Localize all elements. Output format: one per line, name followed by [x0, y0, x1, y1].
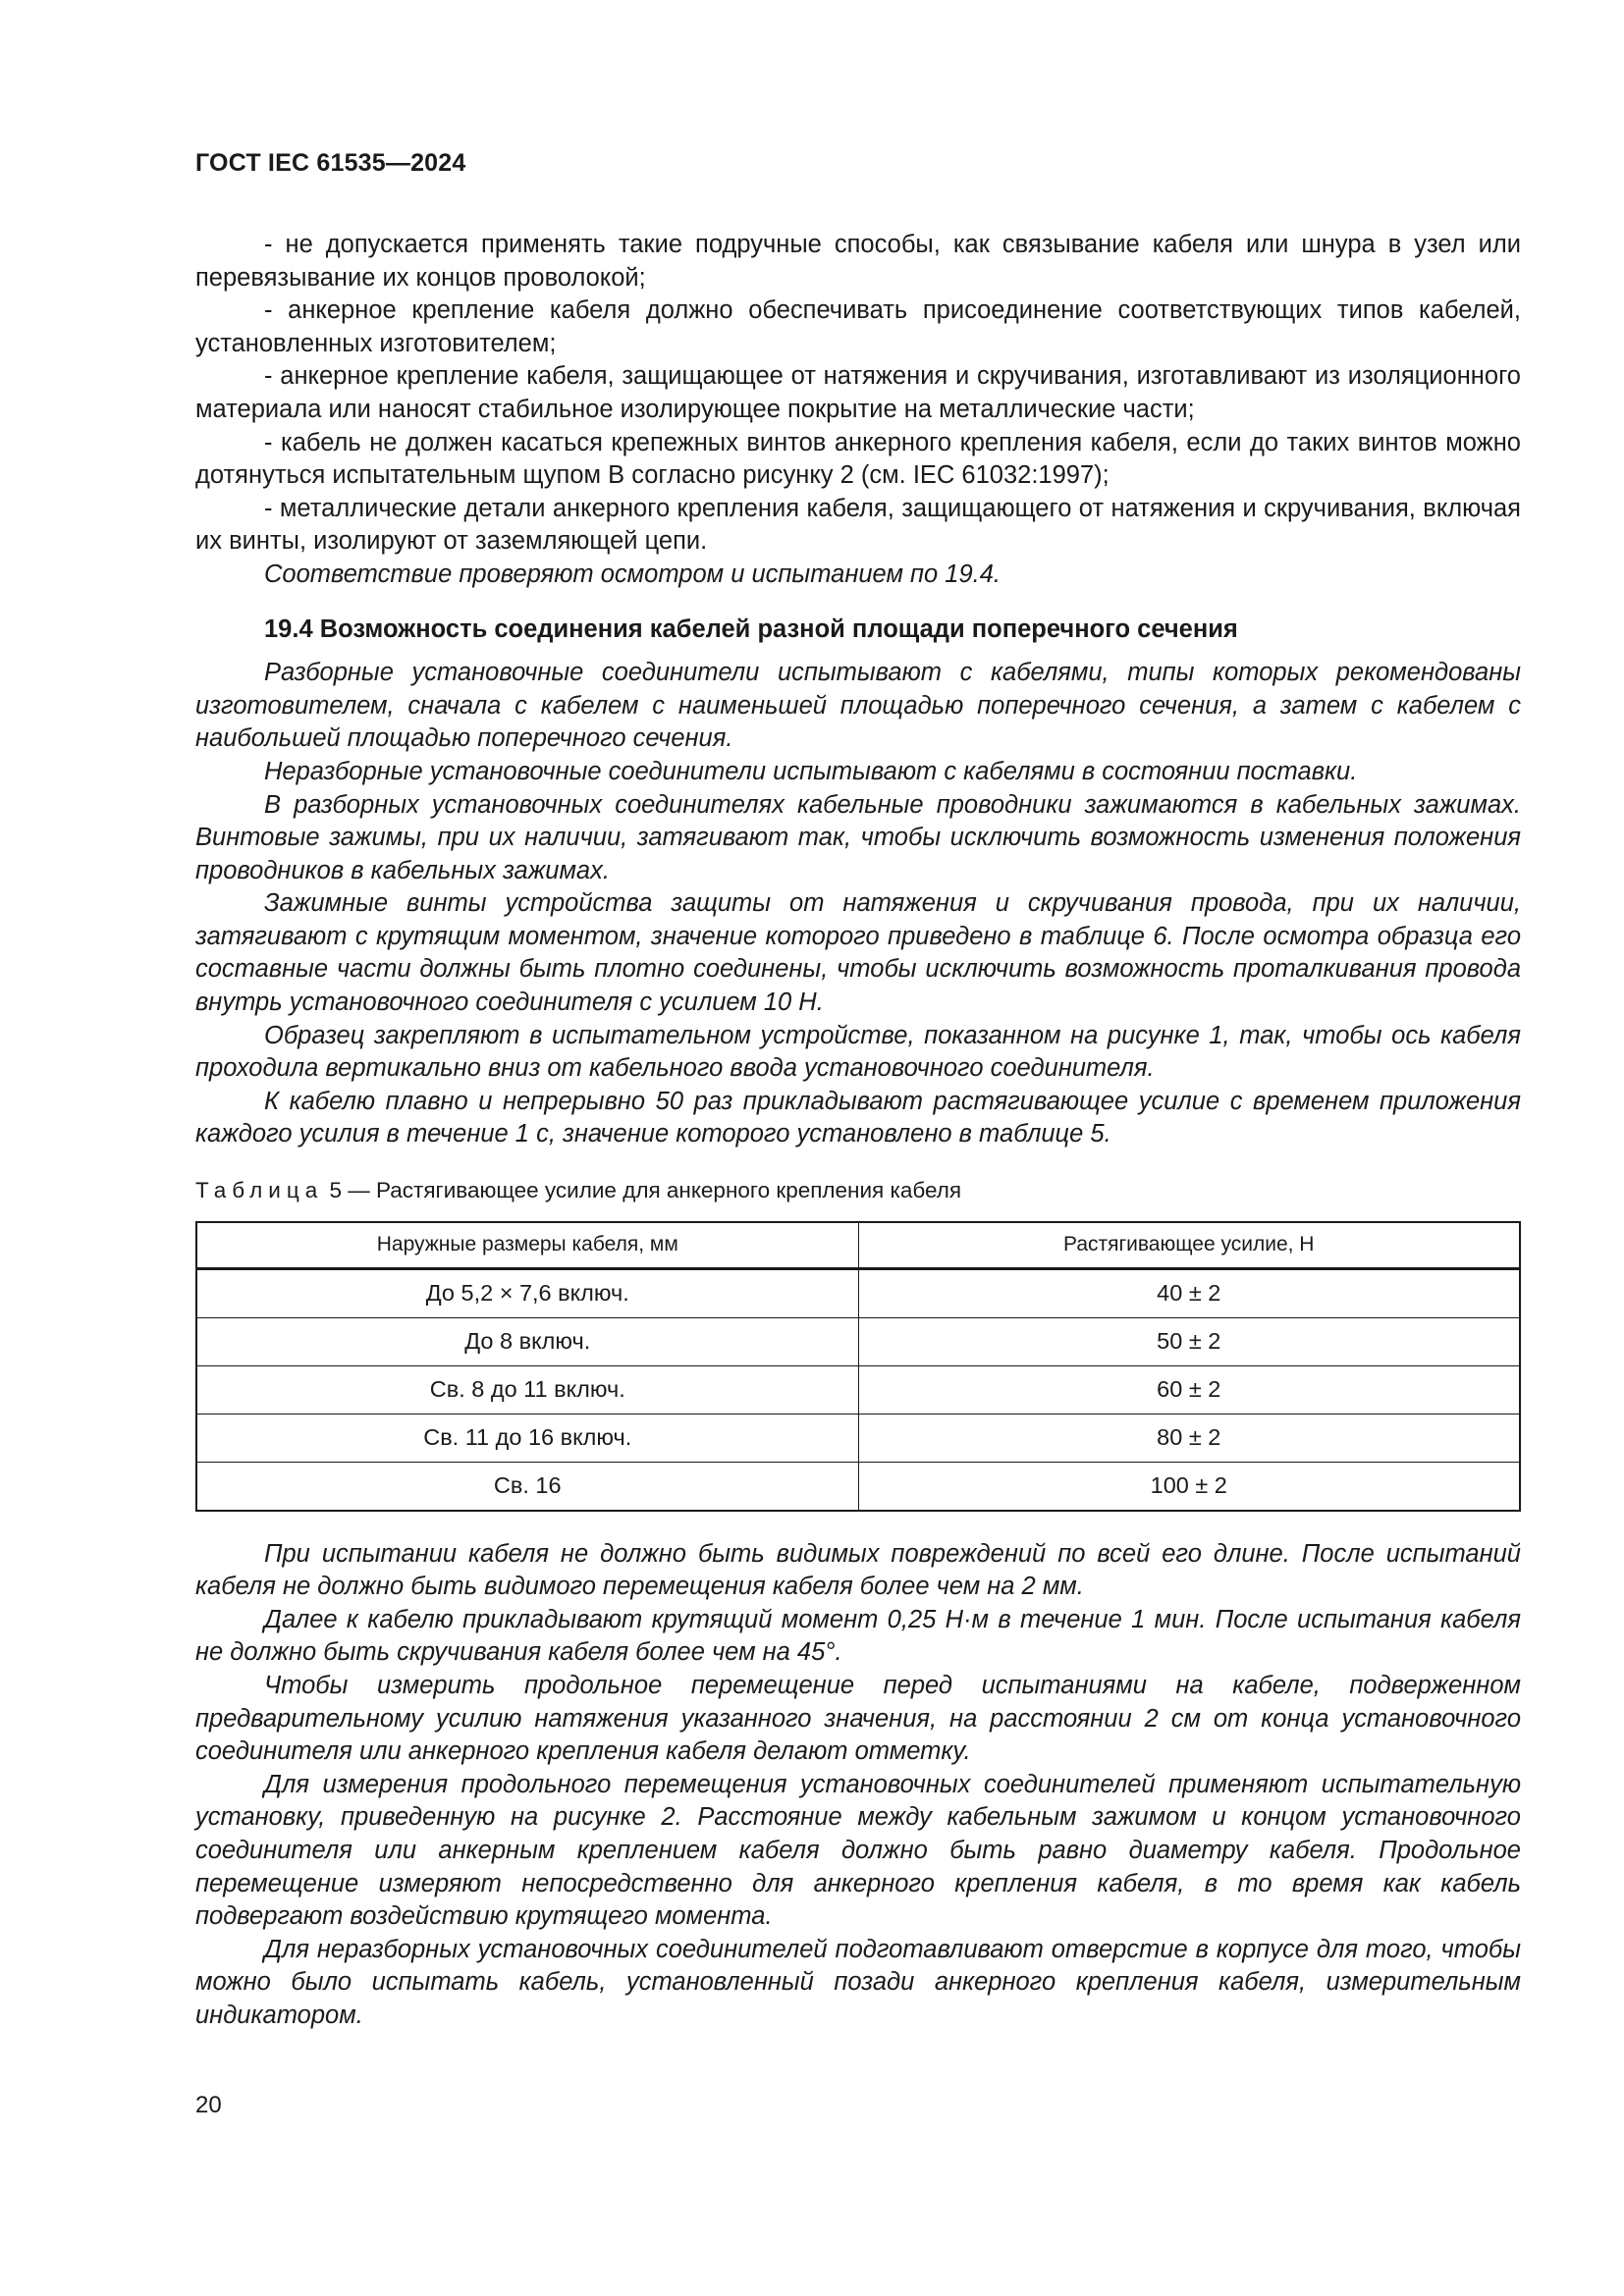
table-header-row [196, 1222, 1520, 1269]
tensile-force-cell: 100 ± 2 [858, 1462, 1520, 1511]
section-paragraph: Неразборные установочные соединители испытывают с кабелями в состоянии поставки. [264, 757, 1358, 785]
cable-dimension-cell: Св. 11 до 16 включ. [196, 1414, 858, 1462]
section-paragraph: В разборных установочных соединителях кабельные проводники зажимаются в кабельных зажимах. Винтовые зажимы, при их наличии, затягивают так, чтобы исключить возможность изменения положения проводников в кабельных зажимах. [195, 790, 1521, 884]
tensile-force-cell: 50 ± 2 [858, 1317, 1520, 1365]
cable-dimension-cell: Св. 16 [196, 1462, 858, 1511]
table-row [196, 1317, 1520, 1365]
column-header-cable-dimensions: Наружные размеры кабеля, мм [196, 1222, 858, 1269]
requirement-item: - металлические детали анкерного крепления кабеля, защищающего от натяжения и скручивания, включая их винты, изолируют от заземляющей цепи. [195, 494, 1521, 556]
document-code-header: ГОСТ IEC 61535—2024 [195, 149, 466, 177]
requirement-item: - не допускается применять такие подручные способы, как связывание кабеля или шнура в узел или перевязывание их концов проволокой; [195, 231, 1521, 292]
page-number: 20 [195, 2092, 222, 2118]
tensile-force-cell: 80 ± 2 [858, 1414, 1520, 1462]
cable-dimension-cell: До 8 включ. [196, 1317, 858, 1365]
table-row [196, 1462, 1520, 1511]
section-title: 19.4 Возможность соединения кабелей разной площади поперечного сечения [264, 614, 1238, 643]
tensile-force-table [195, 1221, 1521, 1512]
table-caption-label: Таблица [195, 1178, 324, 1203]
section-paragraph: Разборные установочные соединители испытывают с кабелями, типы которых рекомендованы изготовителем, сначала с кабелем с наименьшей площадью поперечного сечения, а затем с кабелем с наибольшей площадью поперечного сечения. [195, 659, 1521, 753]
test-paragraph: При испытании кабеля не должно быть видимых повреждений по всей его длине. После испытаний кабеля не должно быть видимого перемещения кабеля более чем на 2 мм. [195, 1539, 1521, 1601]
test-paragraph: Для измерения продольного перемещения установочных соединителей применяют испытательную установку, приведенную на рисунке 2. Расстояние между кабельным зажимом и концом установочного соединителя или анкерным креплением кабеля должно быть равно диаметру кабеля. Продольное перемещение измеряют непосредственно для анкерного крепления кабеля, в то время как кабель подвергают воздействию крутящего момента. [195, 1770, 1521, 1931]
column-header-tensile-force: Растягивающее усилие, Н [858, 1222, 1520, 1269]
cable-dimension-cell: Св. 8 до 11 включ. [196, 1365, 858, 1414]
section-paragraph: Образец закрепляют в испытательном устройстве, показанном на рисунке 1, так, чтобы ось кабеля проходила вертикально вниз от кабельного ввода установочного соединителя. [195, 1021, 1521, 1083]
section-paragraph: Зажимные винты устройства защиты от натяжения и скручивания провода, при их наличии, затягивают с крутящим моментом, значение которого приведено в таблице 6. После осмотра образца его составные части должны быть плотно соединены, чтобы исключить возможность проталкивания провода внутрь установочного соединителя с усилием 10 Н. [195, 889, 1521, 1017]
requirement-item: - анкерное крепление кабеля, защищающее от натяжения и скручивания, изготавливают из изоляционного материала или наносят стабильное изолирующее покрытие на металлические части; [195, 362, 1521, 423]
cable-dimension-cell: До 5,2 × 7,6 включ. [196, 1268, 858, 1317]
test-paragraph: Для неразборных установочных соединителей подготавливают отверстие в корпусе для того, чтобы можно было испытать кабель, установленный позади анкерного крепления кабеля, измерительным индикатором. [195, 1935, 1521, 2029]
requirement-item: - кабель не должен касаться крепежных винтов анкерного крепления кабеля, если до таких винтов можно дотянуться испытательным щупом B согласно рисунку 2 (см. IEC 61032:1997); [195, 428, 1521, 490]
requirement-item: - анкерное крепление кабеля должно обеспечивать присоединение соответствующих типов кабелей, установленных изготовителем; [195, 296, 1521, 357]
table-row [196, 1365, 1520, 1414]
body-text [195, 229, 1521, 2033]
tensile-force-cell: 40 ± 2 [858, 1268, 1520, 1317]
table-row [196, 1268, 1520, 1317]
table-caption-text: 5 — Растягивающее усилие для анкерного крепления кабеля [323, 1178, 962, 1203]
table-caption [195, 1174, 1521, 1207]
table-row [196, 1414, 1520, 1462]
test-paragraph: Чтобы измерить продольное перемещение перед испытаниями на кабеле, подверженном предварительному усилию натяжения указанного значения, на расстоянии 2 см от конца установочного соединителя или анкерного крепления кабеля делают отметку. [195, 1672, 1521, 1766]
post-table-text [195, 1538, 1521, 2033]
test-paragraph: Далее к кабелю прикладывают крутящий момент 0,25 Н·м в течение 1 мин. После испытания кабеля не должно быть скручивания кабеля более чем на 45°. [195, 1605, 1521, 1667]
section-paragraph: К кабелю плавно и непрерывно 50 раз прикладывают растягивающее усилие с временем приложения каждого усилия в течение 1 с, значение которого установлено в таблице 5. [195, 1087, 1521, 1148]
tensile-force-cell: 60 ± 2 [858, 1365, 1520, 1414]
compliance-note: Соответствие проверяют осмотром и испытанием по 19.4. [264, 560, 1001, 588]
